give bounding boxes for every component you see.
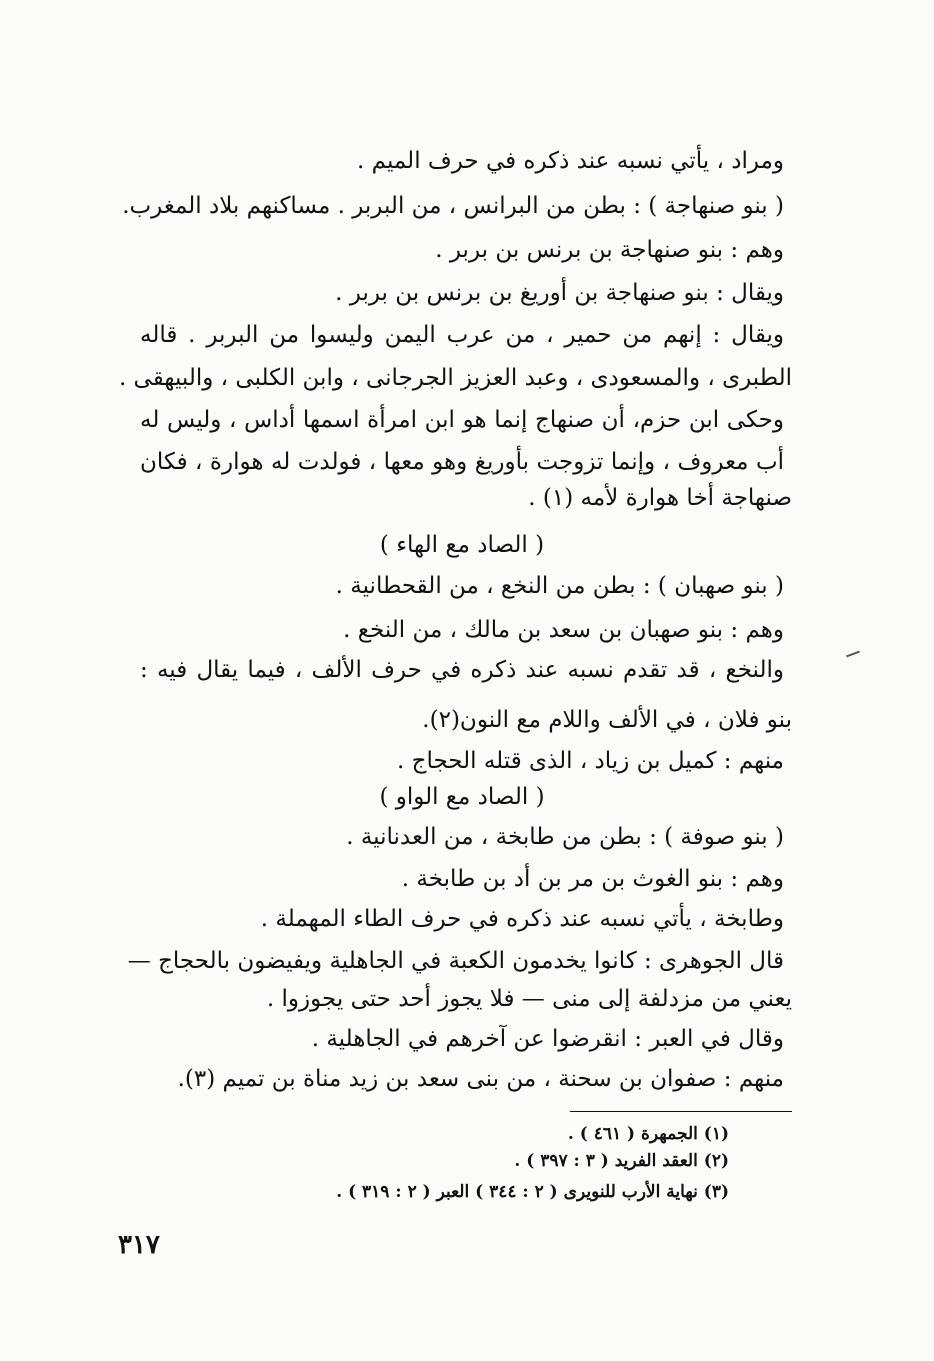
text-line-6: الطبرى ، والمسعودى ، وعبد العزيز الجرجانى ، وابن الكلبى ، والبيهقى .: [118, 365, 792, 391]
footnote-separator: [570, 1111, 792, 1112]
text-line-4: ويقال : بنو صنهاجة بن أوريغ بن برنس بن بربر .: [335, 280, 784, 306]
text-line-5: ويقال : إنهم من حمير ، من عرب اليمن وليسوا من البربر . قاله: [140, 322, 784, 348]
text-line-13: والنخع ، قد تقدم نسبه عند ذكره في حرف الألف ، فيما يقال فيه :: [140, 657, 784, 683]
section-heading-sad-ha: ( الصاد مع الهاء ): [379, 532, 545, 558]
text-line-11: ( بنو صهبان ) : بطن من النخع ، من القحطانية .: [335, 573, 784, 599]
footnote-1: (١) الجمهرة ( ٤٦١ ) .: [567, 1124, 729, 1144]
text-line-1: ومراد ، يأتي نسبه عند ذكره في حرف الميم .: [357, 148, 784, 174]
margin-mark: [846, 651, 860, 658]
page-number: ٣١٧: [118, 1230, 160, 1260]
section-heading-sad-waw: ( الصاد مع الواو ): [379, 784, 545, 810]
text-line-21: يعني من مزدلفة إلى منى — فلا يجوز أحد حتى يجوزوا .: [266, 986, 792, 1012]
text-line-8: أب معروف ، وإنما تزوجت بأوريغ وهو معها ، فولدت له هوارة ، فكان: [140, 449, 784, 475]
text-line-9: صنهاجة أخا هوارة لأمه (١) .: [528, 485, 792, 511]
text-line-17: ( بنو صوفة ) : بطن من طابخة ، من العدنانية .: [346, 824, 784, 850]
text-line-20: قال الجوهرى : كانوا يخدمون الكعبة في الجاهلية ويفيضون بالحجاج —: [127, 948, 784, 974]
text-line-15: منهم : كميل بن زياد ، الذى قتله الحجاج .: [396, 748, 784, 774]
text-line-19: وطابخة ، يأتي نسبه عند ذكره في حرف الطاء المهملة .: [260, 906, 784, 932]
footnote-2: (٢) العقد الفريد ( ٣ : ٣٩٧ ) .: [514, 1151, 729, 1171]
text-line-7: وحكى ابن حزم، أن صنهاج إنما هو ابن امرأة اسمها أداس ، وليس له: [140, 407, 784, 433]
text-line-2: ( بنو صنهاجة ) : بطن من البرانس ، من البربر . مساكنهم بلاد المغرب.: [122, 193, 784, 219]
text-line-3: وهم : بنو صنهاجة بن برنس بن بربر .: [435, 237, 784, 263]
text-line-12: وهم : بنو صهبان بن سعد بن مالك ، من النخع .: [343, 617, 784, 643]
text-line-14: بنو فلان ، في الألف واللام مع النون(٢).: [422, 707, 792, 733]
text-line-18: وهم : بنو الغوث بن مر بن أد بن طابخة .: [401, 866, 784, 892]
text-line-22: وقال في العبر : انقرضوا عن آخرهم في الجاهلية .: [311, 1026, 784, 1052]
footnote-3: (٣) نهاية الأرب للنويرى ( ٢ : ٣٤٤ ) العبر ( ٢ : ٣١٩ ) .: [336, 1182, 729, 1202]
text-line-23: منهم : صفوان بن سحنة ، من بنى سعد بن زيد مناة بن تميم (٣).: [177, 1066, 784, 1092]
